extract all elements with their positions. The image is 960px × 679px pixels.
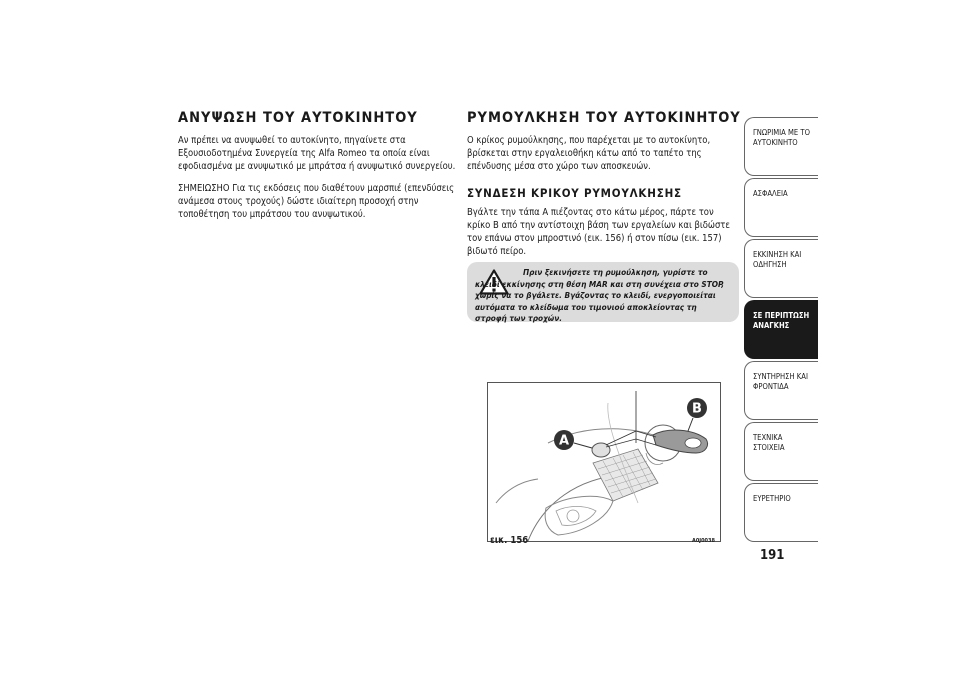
label-a: A bbox=[558, 433, 570, 449]
warning-box bbox=[467, 262, 739, 322]
tab-emergency[interactable] bbox=[744, 300, 818, 359]
bumper-illustration bbox=[488, 383, 720, 541]
tab-index[interactable] bbox=[744, 483, 818, 542]
tab-label: ΕΚΚΙΝΗΣΗ ΚΑΙ bbox=[753, 250, 802, 259]
tab-label: ΣΥΝΤΗΡΗΣΗ ΚΑΙ bbox=[753, 372, 808, 381]
figure-illustration bbox=[487, 382, 721, 542]
left-column bbox=[178, 110, 456, 229]
towing-paragraph-1: Ο κρίκος ρυμούλκησης, που παρέχεται με το αυτοκίνητο, βρίσκεται στην εργαλειοθήκη κάτω από το ταπέτο της επένδυσης μέσα στο χώρο των αποσκευών. bbox=[467, 135, 711, 173]
page-number: 191 bbox=[760, 548, 785, 563]
tab-label: ΑΣΦΑΛΕΙΑ bbox=[753, 189, 788, 198]
tow-hook-paragraph: Βγάλτε την τάπα A πιέζοντας στο κάτω μέρος, πάρτε τον κρίκο B από την αντίστοιχη βάση των εργαλείων και βιδώστε τον επάνω στον μπροστινό (εικ. 156) ή στον πίσω (εικ. 157) βιδωτό πείρο. bbox=[467, 206, 730, 258]
tab-label: ΦΡΟΝΤΙΔΑ bbox=[753, 382, 789, 391]
figure-code: A0J0038 bbox=[692, 538, 715, 544]
tab-label: ΑΝΑΓΚΗΣ bbox=[753, 321, 790, 330]
subsection-title-tow-hook: ΣΥΝΔΕΣΗ ΚΡΙΚΟΥ ΡΥΜΟΥΛΚΗΣΗΣ bbox=[467, 185, 682, 200]
tab-label: ΑΥΤΟΚΙΝΗΤΟ bbox=[753, 138, 798, 147]
tab-label: ΣΕ ΠΕΡΙΠΤΩΣΗ bbox=[753, 311, 810, 320]
tab-getting-to-know[interactable] bbox=[744, 117, 818, 176]
tab-technical-data[interactable] bbox=[744, 422, 818, 481]
figure-caption: εικ. 156 bbox=[490, 535, 529, 546]
section-title-towing: ΡΥΜΟΥΛΚΗΣΗ ΤΟΥ ΑΥΤΟΚΙΝΗΤΟΥ bbox=[467, 110, 741, 126]
tab-label: ΟΔΗΓΗΣΗ bbox=[753, 260, 787, 269]
warning-text: Πριν ξεκινήσετε τη ρυμούλκηση, γυρίστε το κλειδί εκκίνησης στη θέση MAR και στη συνέχεια στο STOP, χωρίς να το βγάλετε. Βγάζοντας το κλειδί, ενεργοποιείται αυτόματα το κλείδωμα του τιμονιού αποκλείοντας τη στροφή των τροχών. bbox=[475, 267, 725, 324]
tab-starting-driving[interactable] bbox=[744, 239, 818, 298]
tab-label: ΓΝΩΡΙΜΙΑ ΜΕ ΤΟ bbox=[753, 128, 810, 137]
tab-label: ΕΥΡΕΤΗΡΙΟ bbox=[753, 494, 791, 503]
lifting-paragraph-1: Αν πρέπει να ανυψωθεί το αυτοκίνητο, πηγαίνετε στα Εξουσιοδοτημένα Συνεργεία της Alfa Romeo τα οποία είναι εφοδιασμένα με ανυψωτικό με μπράτσα ή ανυψωτικό συνεργείου. bbox=[178, 135, 456, 173]
tab-maintenance[interactable] bbox=[744, 361, 818, 420]
label-b: B bbox=[692, 401, 702, 417]
section-title-lifting: ΑΝΥΨΩΣΗ ΤΟΥ ΑΥΤΟΚΙΝΗΤΟΥ bbox=[178, 110, 418, 126]
right-column bbox=[467, 110, 739, 266]
chapter-tabs bbox=[744, 117, 818, 544]
tab-label: ΤΕΧΝΙΚΑ ΣΤΟΙΧΕΙΑ bbox=[753, 433, 785, 452]
lifting-paragraph-2: ΣΗΜΕΙΩΣΗΟ Για τις εκδόσεις που διαθέτουν μαρσπιέ (επενδύσεις ανάμεσα στους τροχούς) δώστε ιδιαίτερη προσοχή στην τοποθέτηση του μπράτσου του ανυψωτικού. bbox=[178, 182, 455, 221]
tab-safety[interactable] bbox=[744, 178, 818, 237]
